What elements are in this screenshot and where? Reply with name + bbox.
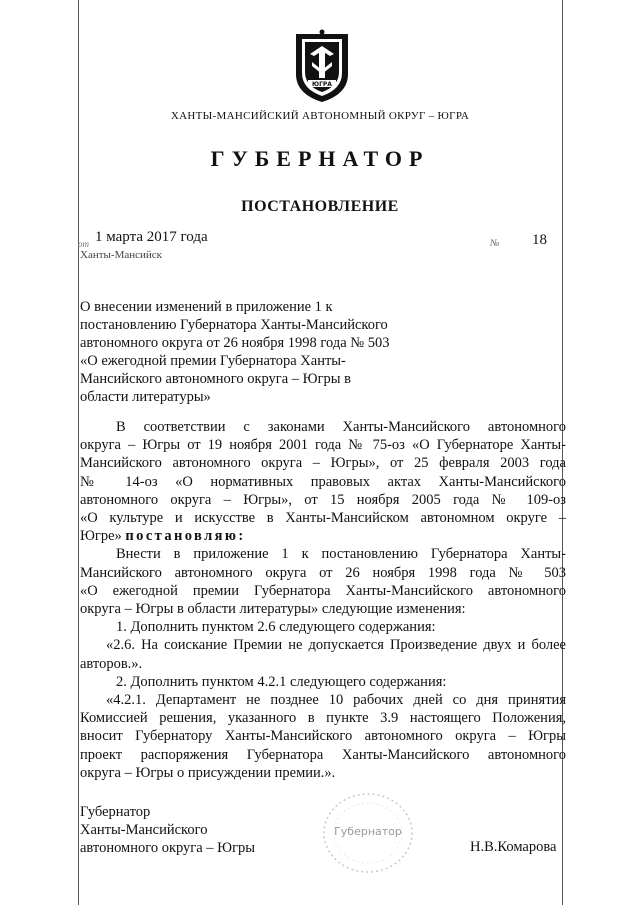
body-line: автономного округа – Югры», от 15 ноября 2005 года № 109-оз xyxy=(80,491,566,508)
body-line: «О культуре и искусстве в Ханты-Мансийском автономном округе – xyxy=(80,510,566,527)
resolve-word: постановляю: xyxy=(125,528,246,545)
subject-line: постановлению Губернатора Ханты-Мансийского xyxy=(80,317,388,333)
document-date: 1 марта 2017 года xyxy=(95,229,208,245)
body-line: № 14-оз «О нормативных правовых актах Ханты-Мансийского xyxy=(80,473,566,490)
body-line: округа – Югры в области литературы» следующие изменения: xyxy=(80,601,466,618)
body-line: Мансийского автономного округа от 26 ноября 1998 года № 503 xyxy=(80,564,566,581)
emblem-label: ЮГРА xyxy=(312,81,332,88)
item-1-quote-end: авторов.». xyxy=(80,655,143,672)
resolve-line xyxy=(80,527,566,545)
scan-edge-line xyxy=(78,0,79,905)
signatory-position xyxy=(80,803,255,858)
document-type: ПОСТАНОВЛЕНИЕ xyxy=(241,198,399,215)
subject-line: О внесении изменений в приложение 1 к xyxy=(80,299,333,315)
item-2-quote: проект распоряжения Губернатора Ханты-Мансийского автономного xyxy=(80,746,566,763)
signatory-name: Н.В.Комарова xyxy=(470,839,557,855)
official-stamp xyxy=(320,790,416,876)
item-2-quote: Комиссией решения, указанного в пункте 3.9 настоящего Положения, xyxy=(80,710,566,727)
document-subject xyxy=(80,298,410,406)
item-1: 1. Дополнить пунктом 2.6 следующего содержания: xyxy=(116,619,436,636)
item-2: 2. Дополнить пунктом 4.2.1 следующего содержания: xyxy=(116,673,447,690)
subject-line: области литературы» xyxy=(80,389,211,405)
item-2-quote-end: округа – Югры о присуждении премии.». xyxy=(80,764,336,781)
item-1-quote: «2.6. На соискание Премии не допускается Произведение двух и более xyxy=(106,637,566,654)
subject-line: Мансийского автономного округа – Югры в xyxy=(80,371,351,387)
number-label: № xyxy=(490,238,500,249)
body-line: Югре» xyxy=(80,528,122,545)
coat-of-arms-emblem xyxy=(290,28,354,104)
position-line: Ханты-Мансийского xyxy=(80,822,208,839)
region-title: ХАНТЫ-МАНСИЙСКИЙ АВТОНОМНЫЙ ОКРУГ – ЮГРА xyxy=(170,110,470,122)
subject-line: «О ежегодной премии Губернатора Ханты- xyxy=(80,353,346,369)
body-line: «О ежегодной премии Губернатора Ханты-Мансийского автономного xyxy=(80,582,566,599)
subject-line: автономного округа от 26 ноября 1998 года № 503 xyxy=(80,335,390,351)
document-number: 18 xyxy=(532,232,547,248)
document-body xyxy=(80,418,566,782)
authority-title: ГУБЕРНАТОР xyxy=(210,146,430,171)
position-line: Губернатор xyxy=(80,804,151,820)
body-line: Внести в приложение 1 к постановлению Губернатора Ханты- xyxy=(116,546,566,563)
body-line: В соответствии с законами Ханты-Мансийского автономного xyxy=(116,419,566,435)
body-line: округа – Югры от 19 ноября 2001 года № 75-оз «О Губернаторе Ханты- xyxy=(80,437,566,454)
document-city: Ханты-Мансийск xyxy=(80,249,163,261)
stamp-label: Губернатор xyxy=(334,825,402,838)
date-prefix: от xyxy=(78,239,89,249)
body-line: Мансийского автономного округа – Югры», от 25 февраля 2003 года xyxy=(80,455,566,472)
item-2-quote: «4.2.1. Департамент не позднее 10 рабочих дней со дня принятия xyxy=(106,692,566,709)
position-line: автономного округа – Югры xyxy=(80,840,256,857)
item-2-quote: вносит Губернатору Ханты-Мансийского автономного округа – Югры xyxy=(80,728,566,745)
